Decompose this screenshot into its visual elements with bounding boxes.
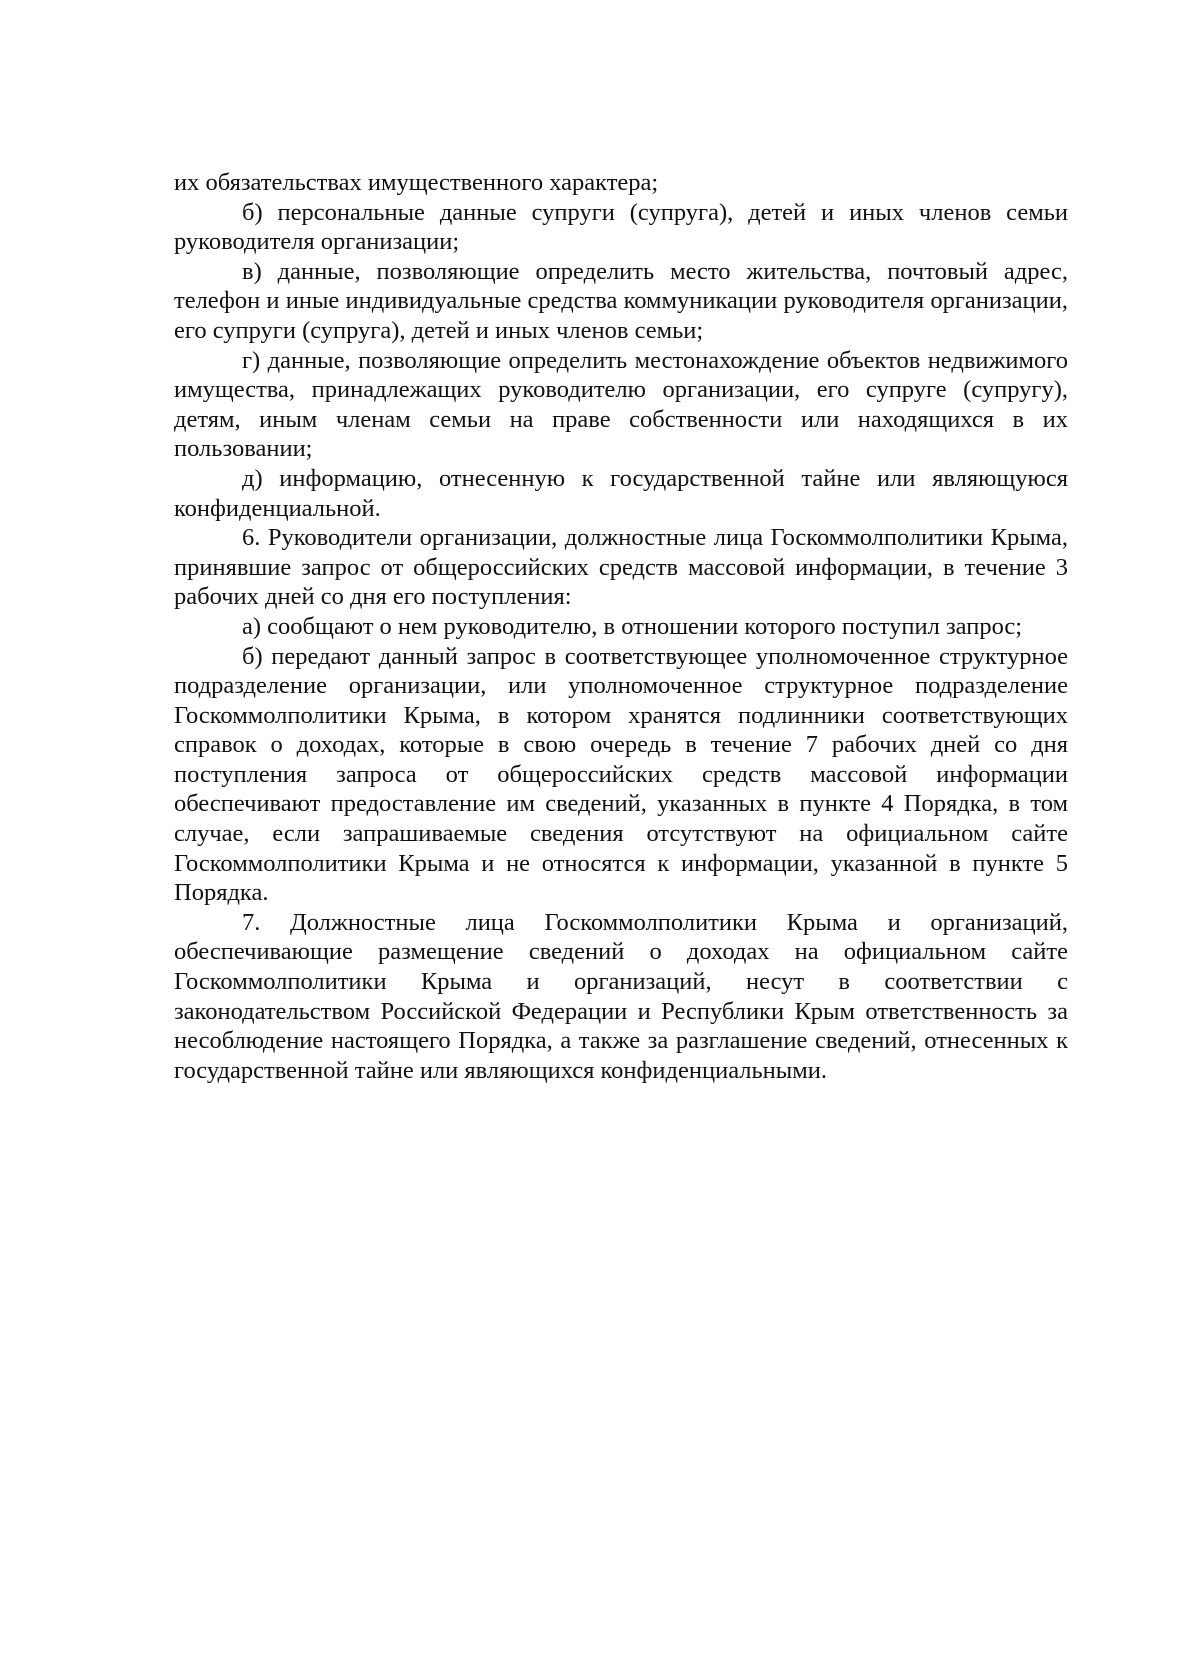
paragraph-point-6-item-b: б) передают данный запрос в соответствующее уполномоченное структурное подразделение организации, или уполномоченное структурное подразделение Госкоммолполитики Крыма, в котором хранятся подлинники соответствующих справок о доходах, которые в свою очередь в течение 7 рабочих дней со дня поступления запроса от общероссийских средств массовой информации обеспечивают предоставление им сведений, указанных в пункте 4 Порядка, в том случае, если запрашиваемые сведения отсутствуют на официальном сайте Госкоммолполитики Крыма и не относятся к информации, указанной в пункте 5 Порядка. [174,642,1068,907]
paragraph-item-g-property-location: г) данные, позволяющие определить местонахождение объектов недвижимого имущества, принадлежащих руководителю организации, его супруге (супругу), детям, иным членам семьи на праве собственности или находящихся в их пользовании; [174,346,1068,463]
paragraph-point-6-item-a: а) сообщают о нем руководителю, в отношении которого поступил запрос; [242,612,1023,640]
paragraph-point-7: 7. Должностные лица Госкоммолполитики Крыма и организаций, обеспечивающие размещение сведений о доходах на официальном сайте Госкоммолполитики Крыма и организаций, несут в соответствии с законодательством Российской Федерации и Республики Крым ответственность за несоблюдение настоящего Порядка, а также за разглашение сведений, отнесенных к государственной тайне или являющихся конфиденциальными. [174,908,1068,1084]
paragraph-item-b-personal-data: б) персональные данные супруги (супруга), детей и иных членов семьи руководителя организации; [174,198,1068,256]
paragraph-continuation: их обязательствах имущественного характера; [174,169,659,196]
paragraph-item-v-contact-data: в) данные, позволяющие определить место жительства, почтовый адрес, телефон и иные индивидуальные средства коммуникации руководителя организации, его супруги (супруга), детей и иных членов семьи; [174,257,1068,344]
document-body [174,168,1068,1085]
paragraph-point-6: 6. Руководители организации, должностные лица Госкоммолполитики Крыма, принявшие запрос от общероссийских средств массовой информации, в течение 3 рабочих дней со дня его поступления: [174,524,1068,611]
paragraph-item-d-secret-information: д) информацию, отнесенную к государственной тайне или являющуюся конфиденциальной. [174,464,1068,522]
